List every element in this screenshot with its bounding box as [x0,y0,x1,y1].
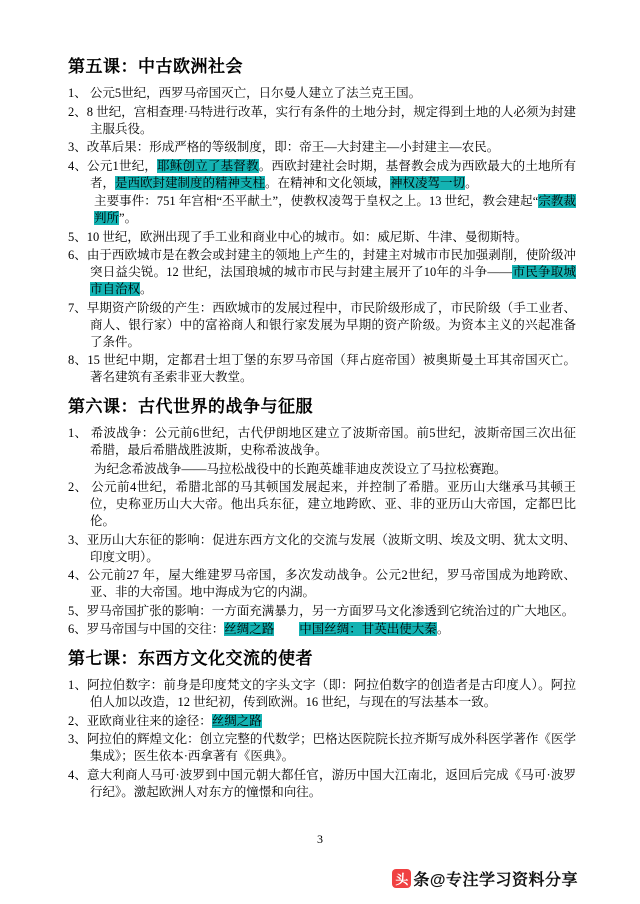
list-item [68,731,576,765]
list-item [68,677,576,711]
list-item [68,85,576,102]
toutiao-logo-icon: 头 [392,869,411,888]
list-item [68,479,576,530]
text-run: 1、阿拉伯数字：前身是印度梵文的字头文字（即：阿拉伯数字的创造者是古印度人）。阿拉伯人加以改造，12 世纪初，传到欧洲。16 世纪，与现在的写法基本一致。 [68,678,576,709]
text-run: 7、早期资产阶级的产生：西欧城市的发展过程中，市民阶级形成了，市民阶级（手工业者、商人、银行家）中的富裕商人和银行家发展为早期的资产阶级。为资本主义的兴起准备了条件。 [68,300,576,349]
watermark-text: 条@专注学习资料分享 [413,872,578,889]
text-run: 3、改革后果：形成严格的等级制度，即：帝王—大封建主—小封建主—农民。 [68,140,500,154]
list-item [68,158,576,192]
watermark [392,867,578,890]
highlighted-text: 是西欧封建制度的精神支柱 [115,175,266,190]
text-run: 6、由于西欧城市是在教会或封建主的领地上产生的，封建主对城市市民加强剥削，使阶级冲突日益尖锐。12 世纪，法国琅城的城市市民与封建主展开了10年的斗争—— [68,248,576,279]
list-item [68,425,576,459]
text-run: 2、8 世纪，宫相查理·马特进行改革，实行有条件的土地分封，规定得到土地的人必须为封建主服兵役。 [68,104,576,136]
text-run: 4、公元1世纪， [68,158,158,173]
list-item [68,713,576,730]
list-item [68,621,576,638]
list-item [68,603,576,620]
list-item [68,352,576,386]
highlighted-text: 神权凌驾一切 [390,175,466,190]
document-content [68,56,576,802]
list-item [68,104,576,138]
list-item [68,300,576,351]
text-run: 6、罗马帝国与中国的交往： [68,622,225,636]
text-run: 4、公元前27 年，屋大维建罗马帝国，多次发动战争。公元2世纪，罗马帝国成为地跨欧、亚、非的大帝国。地中海成为它的内湖。 [68,568,576,599]
text-run: 主要事件：751 年宫相“丕平献土”，使教权凌驾于皇权之上。13 世纪，教会建起“ [94,194,539,208]
text-run: 1、 公元5世纪，西罗马帝国灭亡，日尔曼人建立了法兰克王国。 [68,86,422,100]
text-run: 4、意大利商人马可·波罗到中国元朝大都任官，游历中国大江南北，返回后完成《马可·波罗行纪》。激起欧洲人对东方的憧憬和向往。 [68,767,576,799]
section-title: 第七课：东西方文化交流的使者 [68,649,313,668]
highlighted-text: 耶稣创立了基督教 [157,158,259,173]
text-run: 3、亚历山大东征的影响：促进东西方文化的交流与发展（波斯文明、埃及文明、犹太文明、印度文明）。 [68,532,576,564]
text-run: 5、罗马帝国扩张的影响：一方面充满暴力，另一方面罗马文化渗透到它统治过的广大地区。 [68,603,575,618]
text-run: 2、 公元前4世纪，希腊北部的马其顿国发展起来，并控制了希腊。亚历山大继承马其顿王位，史称亚历山大大帝。他出兵东征，建立地跨欧、亚、非的亚历山大帝国，定都巴比伦。 [68,480,576,528]
text-run: 。 [140,282,153,296]
text-run: 5、10 世纪，欧洲出现了手工业和商业中心的城市。如：威尼斯、牛津、曼彻斯特。 [68,229,528,244]
highlighted-text: 市民争取城市自治权 [90,265,576,296]
highlighted-text: 中国丝绸：甘英出使大秦 [299,622,437,636]
text-run: 3、阿拉伯的辉煌文化：创立完整的代数学；巴格达医院院长拉齐斯写成外科医学著作《医学集成》；医生依本·西拿著有《医典》。 [68,732,576,763]
list-item [68,767,576,801]
highlighted-text: 宗教裁判所 [94,194,576,225]
text-run: 。 [436,622,450,636]
text-run: 。在精神和文化领域， [265,175,391,190]
text-run: 。西欧封建社会时期，基督教会成为西欧最大的土地所有者， [90,158,576,190]
highlighted-text: 丝绸之路 [211,713,262,728]
section-title: 第六课：古代世界的战争与征服 [68,397,313,416]
text-run: 。 [465,175,478,190]
text-run: 8、15 世纪中期，定都君士坦丁堡的东罗马帝国（拜占庭帝国）被奥斯曼土耳其帝国灭亡。著名建筑有圣索非亚大教堂。 [68,353,576,384]
list-item [68,139,576,156]
text-run [274,622,299,636]
text-run: 1、 希波战争：公元前6世纪，古代伊朗地区建立了波斯帝国。前5世纪，波斯帝国三次出征希腊，最后希腊战胜波斯，史称希波战争。 [68,426,576,457]
list-item [68,532,576,566]
list-item [68,229,576,246]
list-item [68,247,576,298]
section-title: 第五课：中古欧洲社会 [68,57,243,76]
text-run: ”。 [119,211,138,225]
text-run: 2、亚欧商业往来的途径： [68,713,212,728]
note-line [68,193,576,227]
list-item [68,567,576,601]
text-run: 为纪念希波战争——马拉松战役中的长跑英雄菲迪皮茨设立了马拉松赛跑。 [94,461,507,476]
page-number: 3 [317,832,323,846]
highlighted-text: 丝绸之路 [224,622,275,636]
note-line [68,461,576,478]
